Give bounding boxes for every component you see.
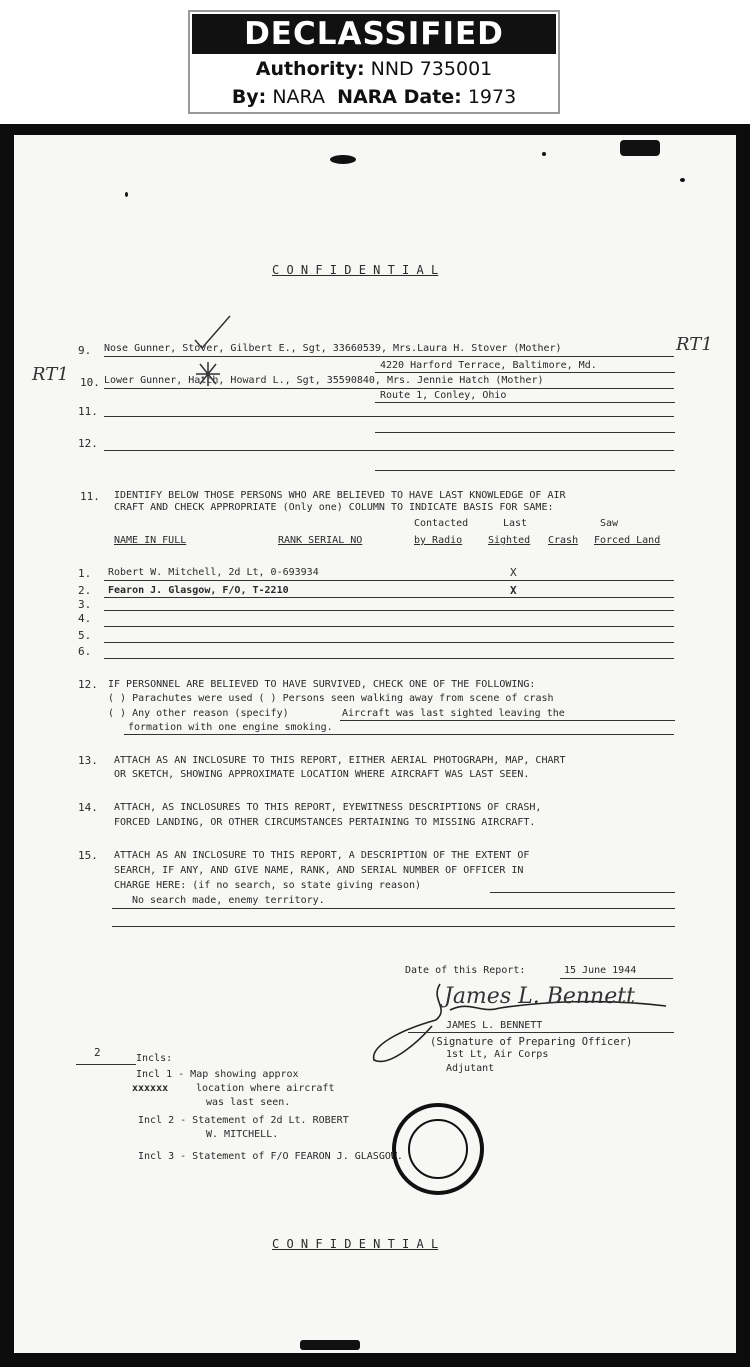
nara-date-label: NARA Date: [337, 86, 462, 108]
scan-speck [300, 1340, 360, 1350]
incls-rule [76, 1064, 136, 1065]
signature-rule [408, 1032, 674, 1033]
incls-label: Incls: [136, 1053, 173, 1064]
scan-speck [620, 140, 660, 156]
crew-address-10: Route 1, Conley, Ohio [380, 390, 507, 401]
item12-reason: Aircraft was last sighted leaving the [342, 708, 565, 719]
item12-option-2: ( ) Any other reason (specify) [108, 708, 289, 719]
official-stamp-seal [392, 1103, 484, 1195]
witness-num: 6. [78, 645, 92, 658]
item14-text-1: ATTACH, AS INCLOSURES TO THIS REPORT, EYEWITNESS DESCRIPTIONS OF CRASH, [114, 802, 542, 813]
crew-rule [375, 402, 675, 403]
item15-rule [112, 908, 675, 909]
signer-title-1: (Signature of Preparing Officer) [430, 1036, 633, 1048]
signer-name: JAMES L. BENNETT [446, 1020, 543, 1031]
item15-text-3: CHARGE HERE: (if no search, so state giving reason) [114, 880, 422, 891]
item12-option-1: ( ) Parachutes were used ( ) Persons seen walking away from scene of crash [108, 693, 554, 704]
annotation-rt-right: RT1 [676, 334, 713, 355]
item11-number: 11. [80, 490, 100, 503]
crew-rule [104, 450, 674, 451]
col-radio: by Radio [414, 535, 463, 546]
crew-num-10: 10. [80, 376, 100, 389]
scan-speck [330, 155, 356, 164]
witness-name: Robert W. Mitchell, 2d Lt, 0-693934 [108, 567, 319, 578]
annotation-rt-left: RT1 [32, 364, 69, 385]
incl-2: Incl 2 - Statement of 2d Lt. ROBERT [138, 1115, 349, 1126]
item12-reason-2: formation with one engine smoking. [128, 722, 333, 733]
scan-speck [680, 178, 685, 182]
item13-number: 13. [78, 754, 98, 767]
witness-num: 2. [78, 584, 92, 597]
by-label: By: [231, 86, 267, 108]
crew-line-10: Lower Gunner, Hatch, Howard L., Sgt, 35590840, Mrs. Jennie Hatch (Mother) [104, 375, 544, 386]
col-crash: Crash [548, 535, 579, 546]
item15-rule [112, 926, 675, 927]
witness-rule [104, 626, 674, 627]
incl-1-struck: xxxxxx [132, 1083, 169, 1094]
crew-rule [375, 372, 675, 373]
authority-label: Authority: [255, 58, 365, 80]
authority-value: NND 735001 [370, 58, 493, 80]
crew-address-9: 4220 Harford Terrace, Baltimore, Md. [380, 360, 597, 371]
date-rule [560, 978, 673, 979]
crew-line-9: Nose Gunner, Stover, Gilbert E., Sgt, 33660539, Mrs.Laura H. Stover (Mother) [104, 343, 562, 354]
signer-title-2: 1st Lt, Air Corps [446, 1049, 549, 1060]
check-mark-icon [190, 312, 240, 392]
col-last: Last [503, 518, 528, 529]
witness-rule [104, 610, 674, 611]
scan-speck [125, 192, 128, 197]
authority-line [190, 58, 558, 80]
item12-rule [124, 734, 674, 735]
witness-rule [104, 580, 674, 581]
col-forced: Forced Land [594, 535, 661, 546]
incl-1: Incl 1 - Map showing approx [136, 1069, 299, 1080]
witness-rule [104, 658, 674, 659]
col-name: NAME IN FULL [114, 535, 187, 546]
witness-mark: X [510, 566, 517, 579]
item12-number: 12. [78, 678, 98, 691]
item12-rule [340, 720, 675, 721]
witness-mark: X [510, 584, 517, 597]
incls-count: 2 [94, 1046, 101, 1059]
col-saw: Saw [600, 518, 619, 529]
item14-number: 14. [78, 801, 98, 814]
item15-answer: No search made, enemy territory. [132, 895, 325, 906]
item14-text-2: FORCED LANDING, OR OTHER CIRCUMSTANCES PERTAINING TO MISSING AIRCRAFT. [114, 817, 536, 828]
crew-rule [375, 432, 675, 433]
crew-rule [375, 470, 675, 471]
stamp-inner-ring [408, 1119, 468, 1179]
crew-num-9: 9. [78, 344, 92, 357]
item15-text-2: SEARCH, IF ANY, AND GIVE NAME, RANK, AND SERIAL NUMBER OF OFFICER IN [114, 865, 524, 876]
footer-confidential: C O N F I D E N T I A L [272, 1237, 439, 1251]
incl-1-c: was last seen. [206, 1097, 291, 1108]
header-confidential: C O N F I D E N T I A L [272, 263, 439, 277]
col-rank: RANK SERIAL NO [278, 535, 363, 546]
witness-num: 3. [78, 598, 92, 611]
item11-text-2: CRAFT AND CHECK APPROPRIATE (Only one) COLUMN TO INDICATE BASIS FOR SAME: [114, 502, 554, 513]
nara-date-value: 1973 [467, 86, 517, 108]
crew-num-12: 12. [78, 437, 98, 450]
report-date-value: 15 June 1944 [564, 965, 637, 976]
item12-text: IF PERSONNEL ARE BELIEVED TO HAVE SURVIVED, CHECK ONE OF THE FOLLOWING: [108, 679, 536, 690]
banner-title: DECLASSIFIED [192, 14, 556, 54]
scan-speck [542, 152, 546, 156]
by-value: NARA [272, 86, 325, 108]
col-contacted: Contacted [414, 518, 469, 529]
item13-text-2: OR SKETCH, SHOWING APPROXIMATE LOCATION WHERE AIRCRAFT WAS LAST SEEN. [114, 769, 530, 780]
item15-rule [490, 892, 675, 893]
incl-1-b: location where aircraft [196, 1083, 335, 1094]
witness-rule [104, 642, 674, 643]
report-date-label: Date of this Report: [405, 965, 526, 976]
witness-rule [104, 597, 674, 598]
witness-name: Fearon J. Glasgow, F/O, T-2210 [108, 585, 289, 596]
crew-rule [104, 416, 674, 417]
document-page [14, 135, 736, 1353]
item11-text-1: IDENTIFY BELOW THOSE PERSONS WHO ARE BELIEVED TO HAVE LAST KNOWLEDGE OF AIR [114, 490, 566, 501]
witness-num: 4. [78, 612, 92, 625]
crew-num-11: 11. [78, 405, 98, 418]
incl-3: Incl 3 - Statement of F/O FEARON J. GLASGOW. [138, 1151, 403, 1162]
signer-title-3: Adjutant [446, 1063, 495, 1074]
item13-text-1: ATTACH AS AN INCLOSURE TO THIS REPORT, EITHER AERIAL PHOTOGRAPH, MAP, CHART [114, 755, 566, 766]
declassified-banner [188, 10, 560, 114]
witness-num: 1. [78, 567, 92, 580]
nara-line [190, 86, 558, 108]
incl-2-b: W. MITCHELL. [206, 1129, 279, 1140]
handwritten-signature: James L. Bennett [444, 984, 635, 1009]
witness-num: 5. [78, 629, 92, 642]
col-sighted: Sighted [488, 535, 531, 546]
item15-text-1: ATTACH AS AN INCLOSURE TO THIS REPORT, A DESCRIPTION OF THE EXTENT OF [114, 850, 530, 861]
item15-number: 15. [78, 849, 98, 862]
